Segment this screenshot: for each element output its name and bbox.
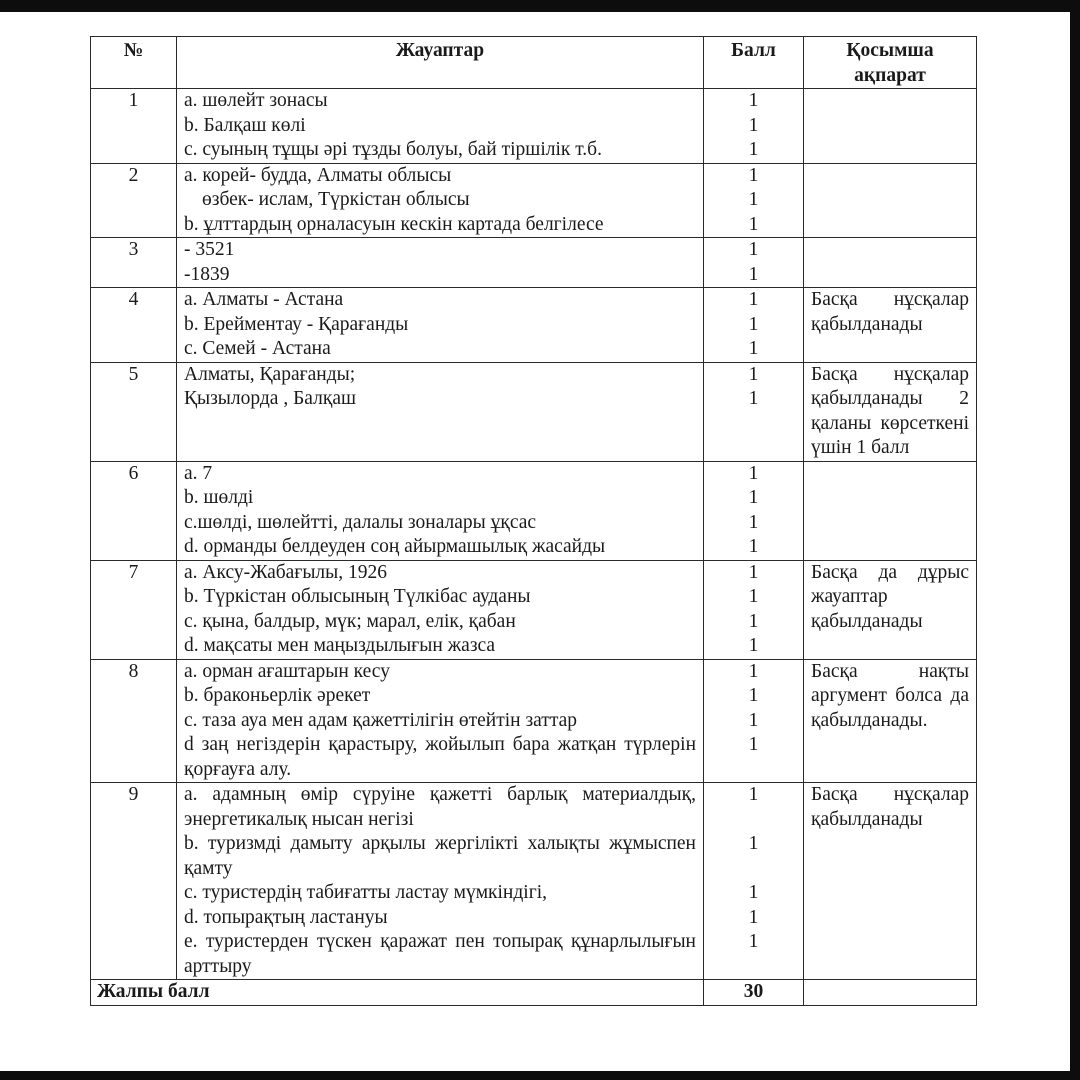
answer-line: b. Ерейментау - Қарағанды bbox=[184, 313, 409, 335]
spacer bbox=[711, 808, 796, 833]
question-number: 3 bbox=[91, 238, 177, 288]
answer-cell bbox=[177, 89, 704, 164]
header-number: № bbox=[91, 37, 177, 89]
point-value: 1 bbox=[748, 734, 759, 755]
point-value: 1 bbox=[748, 139, 759, 160]
answer-cell bbox=[177, 783, 704, 980]
answer-line: - 3521 bbox=[184, 239, 235, 260]
point-value: 1 bbox=[748, 289, 759, 310]
table-row bbox=[91, 461, 977, 560]
point-value: 1 bbox=[748, 189, 759, 210]
point-value: 1 bbox=[748, 213, 759, 235]
info-cell bbox=[804, 461, 977, 560]
answer-cell bbox=[177, 362, 704, 461]
point-value: 1 bbox=[748, 164, 759, 186]
answer-line: Алматы, Қарағанды; bbox=[184, 363, 356, 385]
answer-line: Қызылорда , Балқаш bbox=[184, 388, 356, 409]
answer-line: а. шөлейт зонасы bbox=[184, 90, 328, 111]
answer-cell bbox=[177, 560, 704, 659]
answer-line: -1839 bbox=[184, 263, 230, 285]
info-cell: Басқа да дұрыс жауаптар қабылданады bbox=[804, 560, 977, 659]
answer-line: b. браконьерлік әрекет bbox=[184, 685, 371, 706]
point-value: 1 bbox=[748, 882, 759, 903]
point-value: 1 bbox=[748, 313, 759, 335]
points-cell bbox=[704, 560, 804, 659]
table-row bbox=[91, 560, 977, 659]
question-number: 7 bbox=[91, 560, 177, 659]
point-value: 1 bbox=[748, 586, 759, 607]
points-cell bbox=[704, 89, 804, 164]
answer-line: b. ұлттардың орналасуын кескін картада белгілесе bbox=[184, 213, 604, 235]
point-value: 1 bbox=[748, 239, 759, 260]
info-cell: Басқа нұсқалар қабылданады bbox=[804, 783, 977, 980]
spacer bbox=[711, 857, 796, 882]
points-cell bbox=[704, 783, 804, 980]
info-cell: Басқа нақты аргумент болса да қабылданады. bbox=[804, 659, 977, 783]
header-points: Балл bbox=[704, 37, 804, 89]
point-value: 1 bbox=[748, 338, 759, 359]
top-frame-bar bbox=[0, 0, 1080, 12]
point-value: 1 bbox=[748, 263, 759, 285]
answer-cell bbox=[177, 461, 704, 560]
table-header-row bbox=[91, 37, 977, 89]
table-row bbox=[91, 238, 977, 288]
answer-line: b. туризмді дамыту арқылы жергілікті халықты жұмыспен қамту bbox=[184, 833, 696, 879]
point-value: 1 bbox=[748, 90, 759, 111]
total-info-cell bbox=[804, 980, 977, 1006]
question-number: 8 bbox=[91, 659, 177, 783]
header-answers: Жауаптар bbox=[177, 37, 704, 89]
answer-line: а. 7 bbox=[184, 462, 213, 484]
answer-line: а. корей- будда, Алматы облысы bbox=[184, 164, 452, 186]
answer-cell bbox=[177, 659, 704, 783]
answer-line: с. таза ауа мен адам қажеттілігін өтейтін заттар bbox=[184, 709, 577, 731]
info-cell bbox=[804, 238, 977, 288]
info-cell bbox=[804, 89, 977, 164]
question-number: 1 bbox=[91, 89, 177, 164]
answer-line: d заң негіздерін қарастыру, жойылып бара жатқан түрлерін қорғауға алу. bbox=[184, 734, 696, 780]
answer-line: с. қына, балдыр, мүк; марал, елік, қабан bbox=[184, 610, 516, 632]
answer-line: с. туристердің табиғатты ластау мүмкіндігі, bbox=[184, 882, 547, 903]
answer-line: а. Алматы - Астана bbox=[184, 289, 344, 310]
header-additional-info: Қосымша ақпарат bbox=[804, 37, 977, 89]
answer-cell bbox=[177, 288, 704, 363]
point-value: 1 bbox=[748, 709, 759, 731]
question-number: 2 bbox=[91, 163, 177, 238]
point-value: 1 bbox=[748, 685, 759, 706]
point-value: 1 bbox=[748, 561, 759, 583]
answer-line: е. туристерден түскен қаражат пен топырақ құнарлылығын арттыру bbox=[184, 931, 696, 977]
answer-line: b. Балқаш көлі bbox=[184, 114, 306, 136]
answer-line: с.шөлді, шөлейтті, далалы зоналары ұқсас bbox=[184, 511, 537, 533]
point-value: 1 bbox=[748, 610, 759, 632]
answer-line: с. суының тұщы әрі тұзды болуы, бай тіршілік т.б. bbox=[184, 139, 602, 160]
total-label: Жалпы балл bbox=[91, 980, 704, 1006]
point-value: 1 bbox=[748, 388, 759, 409]
answer-line: d. топырақтың ластануы bbox=[184, 906, 388, 928]
answer-line: b. шөлді bbox=[184, 487, 254, 508]
answer-cell bbox=[177, 238, 704, 288]
answer-line: d. орманды белдеуден соң айырмашылық жасайды bbox=[184, 536, 606, 557]
table-row bbox=[91, 89, 977, 164]
points-cell bbox=[704, 238, 804, 288]
point-value: 1 bbox=[748, 660, 759, 682]
question-number: 5 bbox=[91, 362, 177, 461]
point-value: 1 bbox=[748, 931, 759, 952]
total-row bbox=[91, 980, 977, 1006]
total-value: 30 bbox=[704, 980, 804, 1006]
table-row bbox=[91, 783, 977, 980]
point-value: 1 bbox=[748, 363, 759, 385]
info-cell: Басқа нұсқалар қабылданады bbox=[804, 288, 977, 363]
point-value: 1 bbox=[748, 906, 759, 928]
question-number: 6 bbox=[91, 461, 177, 560]
answer-key-table bbox=[90, 36, 977, 1006]
point-value: 1 bbox=[748, 536, 759, 557]
points-cell bbox=[704, 461, 804, 560]
answer-line: с. Семей - Астана bbox=[184, 338, 331, 359]
points-cell bbox=[704, 362, 804, 461]
points-cell bbox=[704, 163, 804, 238]
table-row bbox=[91, 163, 977, 238]
info-cell bbox=[804, 163, 977, 238]
answer-line: а. Аксу-Жабағылы, 1926 bbox=[184, 561, 388, 583]
question-number: 9 bbox=[91, 783, 177, 980]
table-row bbox=[91, 362, 977, 461]
point-value: 1 bbox=[748, 511, 759, 533]
answer-line: өзбек- ислам, Түркістан облысы bbox=[202, 189, 470, 210]
point-value: 1 bbox=[748, 487, 759, 508]
point-value: 1 bbox=[748, 635, 759, 656]
table-row bbox=[91, 659, 977, 783]
answer-line: а. адамның өмір сүруіне қажетті барлық материалдық, энергетикалық нысан негізі bbox=[184, 784, 696, 830]
point-value: 1 bbox=[748, 784, 759, 805]
bottom-frame-bar bbox=[0, 1071, 1080, 1080]
answer-line: b. Түркістан облысының Түлкібас ауданы bbox=[184, 586, 531, 607]
points-cell bbox=[704, 288, 804, 363]
answer-line: d. мақсаты мен маңыздылығын жазса bbox=[184, 635, 496, 656]
point-value: 1 bbox=[748, 833, 759, 854]
points-cell bbox=[704, 659, 804, 783]
question-number: 4 bbox=[91, 288, 177, 363]
info-cell: Басқа нұсқалар қабылданады 2 қаланы көрсеткені үшін 1 балл bbox=[804, 362, 977, 461]
answer-line: а. орман ағаштарын кесу bbox=[184, 660, 390, 682]
point-value: 1 bbox=[748, 114, 759, 136]
table-row bbox=[91, 288, 977, 363]
answer-cell bbox=[177, 163, 704, 238]
right-frame-bar bbox=[1070, 0, 1080, 1080]
point-value: 1 bbox=[748, 462, 759, 484]
